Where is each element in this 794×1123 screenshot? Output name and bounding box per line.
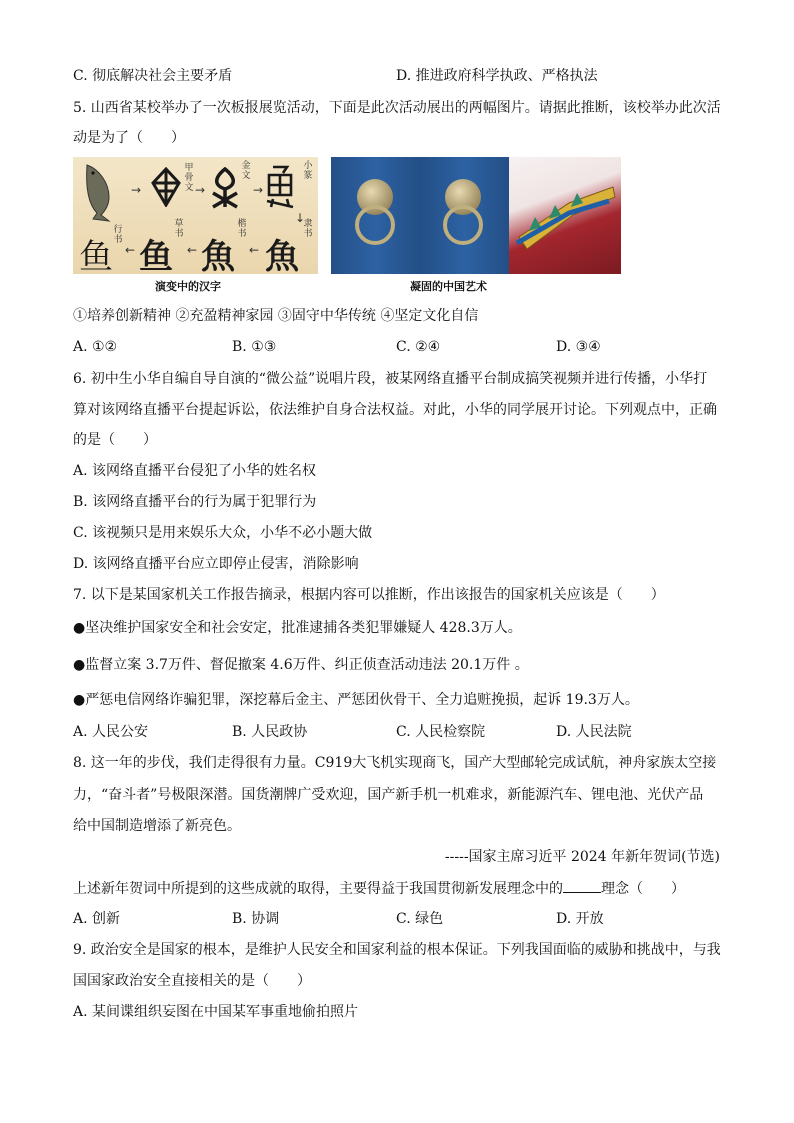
label-xingshu: 行书 (113, 225, 123, 245)
q6-stem-line1: 6. 初中生小华自编自导自演的“微公益”说唱片段，被某网络直播平台制成搞笑视频并进行传播，小华打 (73, 371, 708, 387)
q8-option-d: D. 开放 (556, 911, 604, 927)
label-jinwen: 金文 (241, 161, 251, 181)
q8-option-c: C. 绿色 (396, 911, 444, 927)
q4-option-d: D. 推进政府科学执政、严格执法 (396, 68, 598, 84)
q9-option-a: A. 某间谍组织妄图在中国某军事重地偷拍照片 (73, 1004, 359, 1020)
q7-option-c: C. 人民检察院 (396, 724, 486, 740)
q5-option-a: A. ①② (73, 339, 118, 355)
q8-option-a: A. 创新 (73, 911, 121, 927)
q5-stem-line1: 5. 山西省某校举办了一次板报展览活动，下面是此次活动展出的两幅图片。请据此推断，该校举办此次活 (73, 100, 721, 116)
knocker-ring-left (355, 205, 395, 245)
q7-bullet-2: ●监督立案 3.7万件、督促撤案 4.6万件、纠正侦查活动违法 20.1万件 。 (73, 657, 529, 673)
glyph-xingshu: 鱼 (79, 237, 113, 274)
glyph-lishu: 魚 (265, 237, 299, 274)
label-lishu: 隶书 (303, 219, 313, 239)
q8-question-post: 理念（ ） (601, 881, 685, 897)
q7-stem: 7. 以下是某国家机关工作报告摘录，根据内容可以推断，作出该报告的国家机关应该是（ ） (73, 587, 665, 603)
q6-option-a: A. 该网络直播平台侵犯了小华的姓名权 (73, 463, 317, 479)
arrow-down-icon: ↓ (295, 211, 306, 225)
label-jiaguwen: 甲骨文 (184, 163, 194, 193)
arrow-right-icon: → (195, 183, 206, 197)
label-caoshu: 草书 (174, 219, 184, 239)
fish-illustration (79, 161, 123, 223)
q6-option-c: C. 该视频只是用来娱乐大众，小华不必小题大做 (73, 525, 373, 541)
q6-stem-line3: 的是（ ） (73, 432, 157, 448)
q7-bullet-1: ●坚决维护国家安全和社会安定，批准逮捕各类犯罪嫌疑人 428.3万人。 (73, 620, 522, 636)
caption-script: 演变中的汉字 (155, 280, 221, 293)
arrow-right-icon: → (131, 183, 142, 197)
q4-option-c: C. 彻底解决社会主要矛盾 (73, 68, 233, 84)
q8-option-b: B. 协调 (232, 911, 280, 927)
answer-blank (563, 878, 601, 893)
glyph-kaishu: 魚 (201, 237, 235, 274)
oracle-glyph (149, 167, 183, 207)
chinese-art-figure (331, 157, 621, 274)
seal-glyph (263, 165, 297, 209)
arrow-left-icon: ← (187, 243, 198, 257)
q5-option-b: B. ①③ (232, 339, 277, 355)
q8-question-pre: 上述新年贺词中所提到的这些成就的取得，主要得益于我国贯彻新发展理念中的 (73, 881, 563, 897)
q7-option-a: A. 人民公安 (73, 724, 149, 740)
q7-bullet-3: ●严惩电信网络诈骗犯罪，深挖幕后金主、严惩团伙骨干、全力追赃挽损，起诉 19.3万人。 (73, 692, 639, 708)
bronze-glyph (207, 167, 243, 209)
q5-statements: ①培养创新精神 ②充盈精神家园 ③固守中华传统 ④坚定文化自信 (73, 308, 479, 324)
label-kaishu: 楷书 (237, 219, 247, 239)
label-xiaozhuan: 小篆 (303, 161, 313, 181)
arrow-left-icon: ← (249, 243, 260, 257)
q8-stem-line3: 给中国制造增添了新亮色。 (73, 818, 241, 834)
arrow-right-icon: → (253, 183, 264, 197)
q5-option-d: D. ③④ (556, 339, 601, 355)
caption-art: 凝固的中国艺术 (410, 280, 487, 293)
glyph-caoshu: 鱼 (139, 237, 173, 274)
q9-stem-line2: 国国家政治安全直接相关的是（ ） (73, 973, 311, 989)
roof-beast-icon (509, 167, 621, 257)
script-evolution-figure (73, 157, 318, 274)
q8-stem-line2: 力，“奋斗者”号极限深潜。国货潮牌广受欢迎，国产新手机一机难求，新能源汽车、锂电池、光伏产品 (73, 787, 704, 803)
q5-stem-line2: 动是为了（ ） (73, 130, 185, 146)
knocker-ring-right (443, 205, 483, 245)
q5-option-c: C. ②④ (396, 339, 441, 355)
q6-option-d: D. 该网络直播平台应立即停止侵害，消除影响 (73, 556, 359, 572)
q6-stem-line2: 算对该网络直播平台提起诉讼，依法维护自身合法权益。对此，小华的同学展开讨论。下列观点中，正确 (73, 402, 717, 418)
q6-option-b: B. 该网络直播平台的行为属于犯罪行为 (73, 494, 317, 510)
q7-option-b: B. 人民政协 (232, 724, 308, 740)
q9-stem-line1: 9. 政治安全是国家的根本，是维护人民安全和国家利益的根本保证。下列我国面临的威胁和挑战中，与我 (73, 942, 721, 958)
q8-source: -----国家主席习近平 2024 年新年贺词(节选) (444, 849, 720, 865)
q8-stem-line1: 8. 这一年的步伐，我们走得很有力量。C919大飞机实现商飞，国产大型邮轮完成试航，神舟家族太空接 (73, 755, 717, 771)
arrow-left-icon: ← (125, 243, 136, 257)
q8-question (73, 878, 685, 899)
q7-option-d: D. 人民法院 (556, 724, 632, 740)
